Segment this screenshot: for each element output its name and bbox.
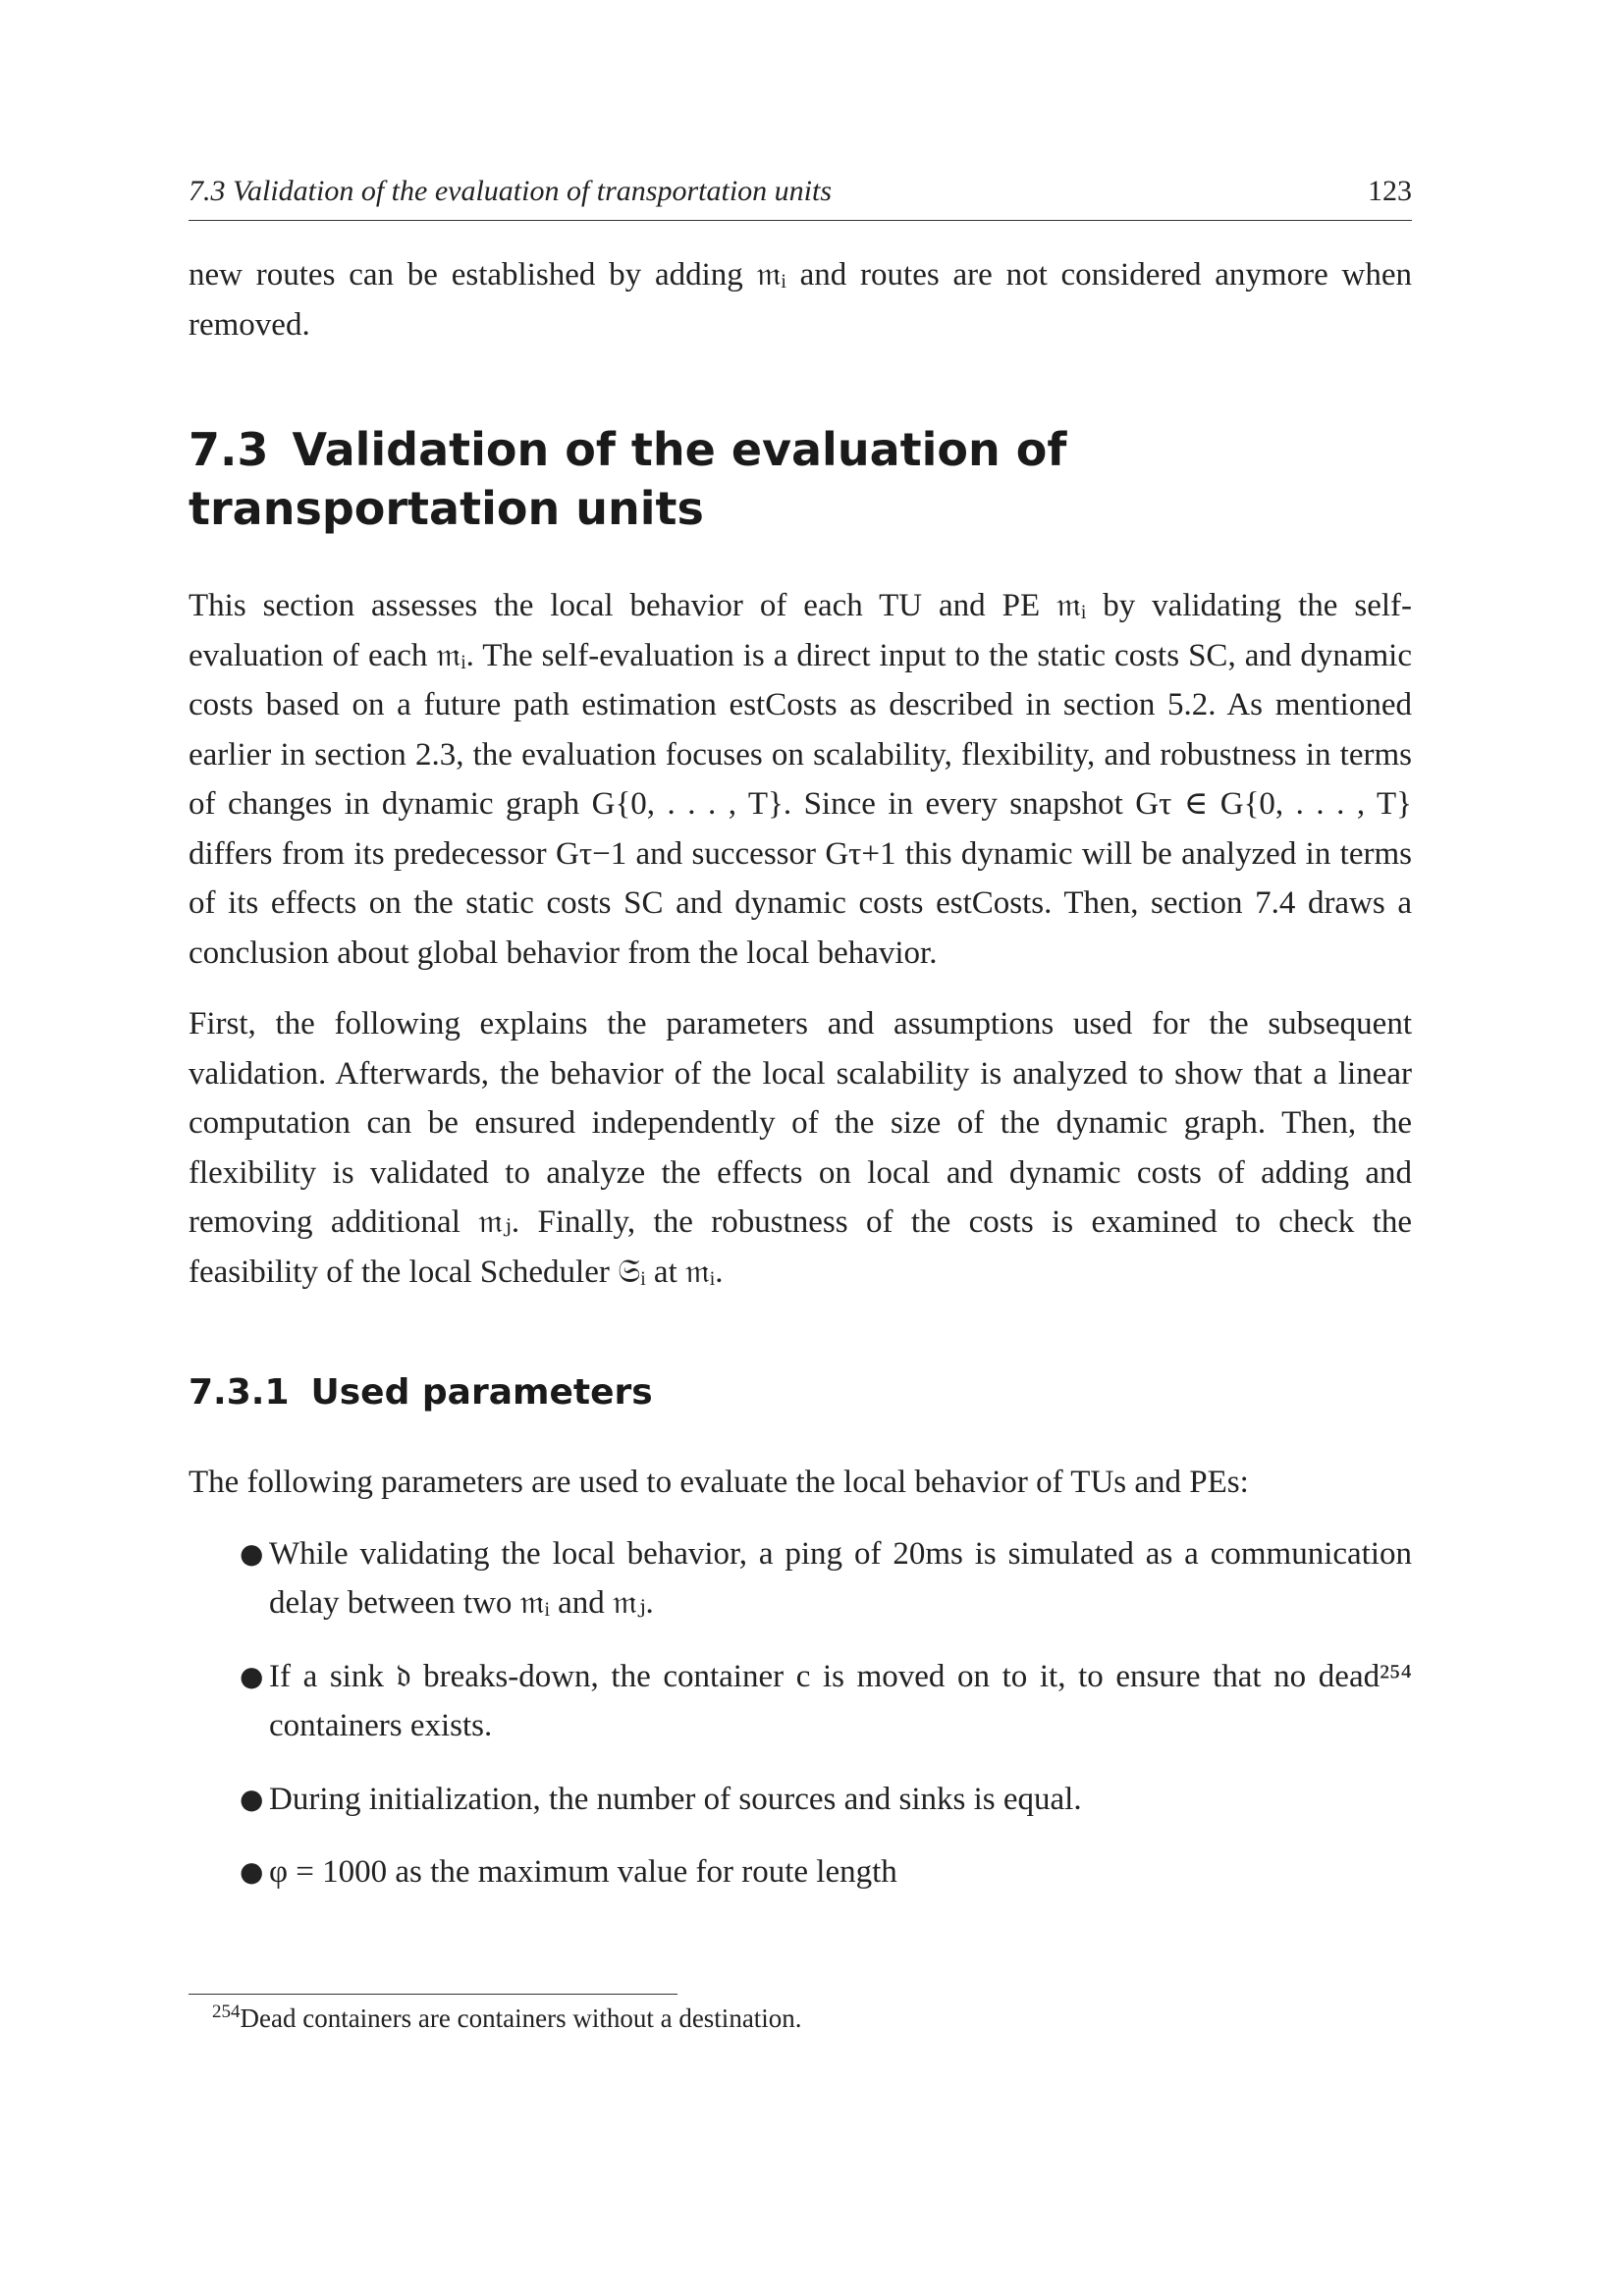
list-item-text: During initialization, the number of sources and sinks is equal. [269,1781,1082,1817]
list-item [189,1529,1412,1629]
section-heading [189,420,1412,538]
subsection-heading [189,1369,1412,1416]
section-number: 7.3 [189,423,269,476]
footnote-text: Dead containers are containers without a destination. [240,2003,802,2033]
footnote [212,1999,1390,2038]
list-item-text: φ = 1000 as the maximum value for route length [269,1854,897,1890]
intro-paragraph: new routes can be established by adding 𝔪ᵢ and routes are not considered anymore when removed. [189,257,1412,343]
subsection-lead: The following parameters are used to evaluate the local behavior of TUs and PEs: [189,1465,1249,1500]
list-item [189,1652,1412,1751]
list-item-text: While validating the local behavior, a ping of 20ms is simulated as a communication delay between two 𝔪ᵢ and 𝔪ⱼ. [269,1535,1412,1621]
bullet-icon: ● [240,1855,264,1888]
footnote-rule [189,1994,677,1995]
bullet-icon: ● [240,1782,264,1815]
list-item-text: If a sink 𝔡 breaks-down, the container c is moved on to it, to ensure that no dead²⁵⁴ containers exists. [269,1658,1412,1743]
running-head-title: 7.3 Validation of the evaluation of transportation units [189,175,833,207]
parameter-list [189,1529,1412,1897]
footnote-mark: 254 [212,2002,241,2022]
list-item [189,1775,1412,1825]
bullet-icon: ● [240,1659,264,1692]
subsection-number: 7.3.1 [189,1372,290,1413]
section-paragraph-1: This section assesses the local behavior of each TU and PE 𝔪ᵢ by validating the self-evaluation of each 𝔪ᵢ. The self-evaluation is a direct input to the static costs SC, and dynamic costs based on a future path estimation estCosts as described in section 5.2. As mentioned earlier in section 2.3, the evaluation focuses on scalability, flexibility, and robustness in terms of changes in dynamic graph G{0, . . . , T}. Since in every snapshot Gτ ∈ G{0, . . . , T} differs from its predecessor Gτ−1 and successor Gτ+1 this dynamic will be analyzed in terms of its effects on the static costs SC and dynamic costs estCosts. Then, section 7.4 draws a conclusion about global behavior from the local behavior. [189,588,1412,971]
section-title: Validation of the evaluation of transportation units [189,423,1067,535]
page [189,167,1412,1921]
page-number: 123 [1368,175,1412,207]
bullet-icon: ● [240,1536,264,1570]
list-item [189,1847,1412,1897]
section-paragraph-2: First, the following explains the parameters and assumptions used for the subsequent validation. Afterwards, the behavior of the local scalability is analyzed to show that a linear computation can be ensured independently of the size of the dynamic graph. Then, the flexibility is validated to analyze the effects on local and dynamic costs of adding and removing additional 𝔪ⱼ. Finally, the robustness of the costs is examined to check the feasibility of the local Scheduler 𝔖ᵢ at 𝔪ᵢ. [189,1006,1412,1290]
subsection-title: Used parameters [310,1372,653,1413]
running-head [189,167,1412,221]
